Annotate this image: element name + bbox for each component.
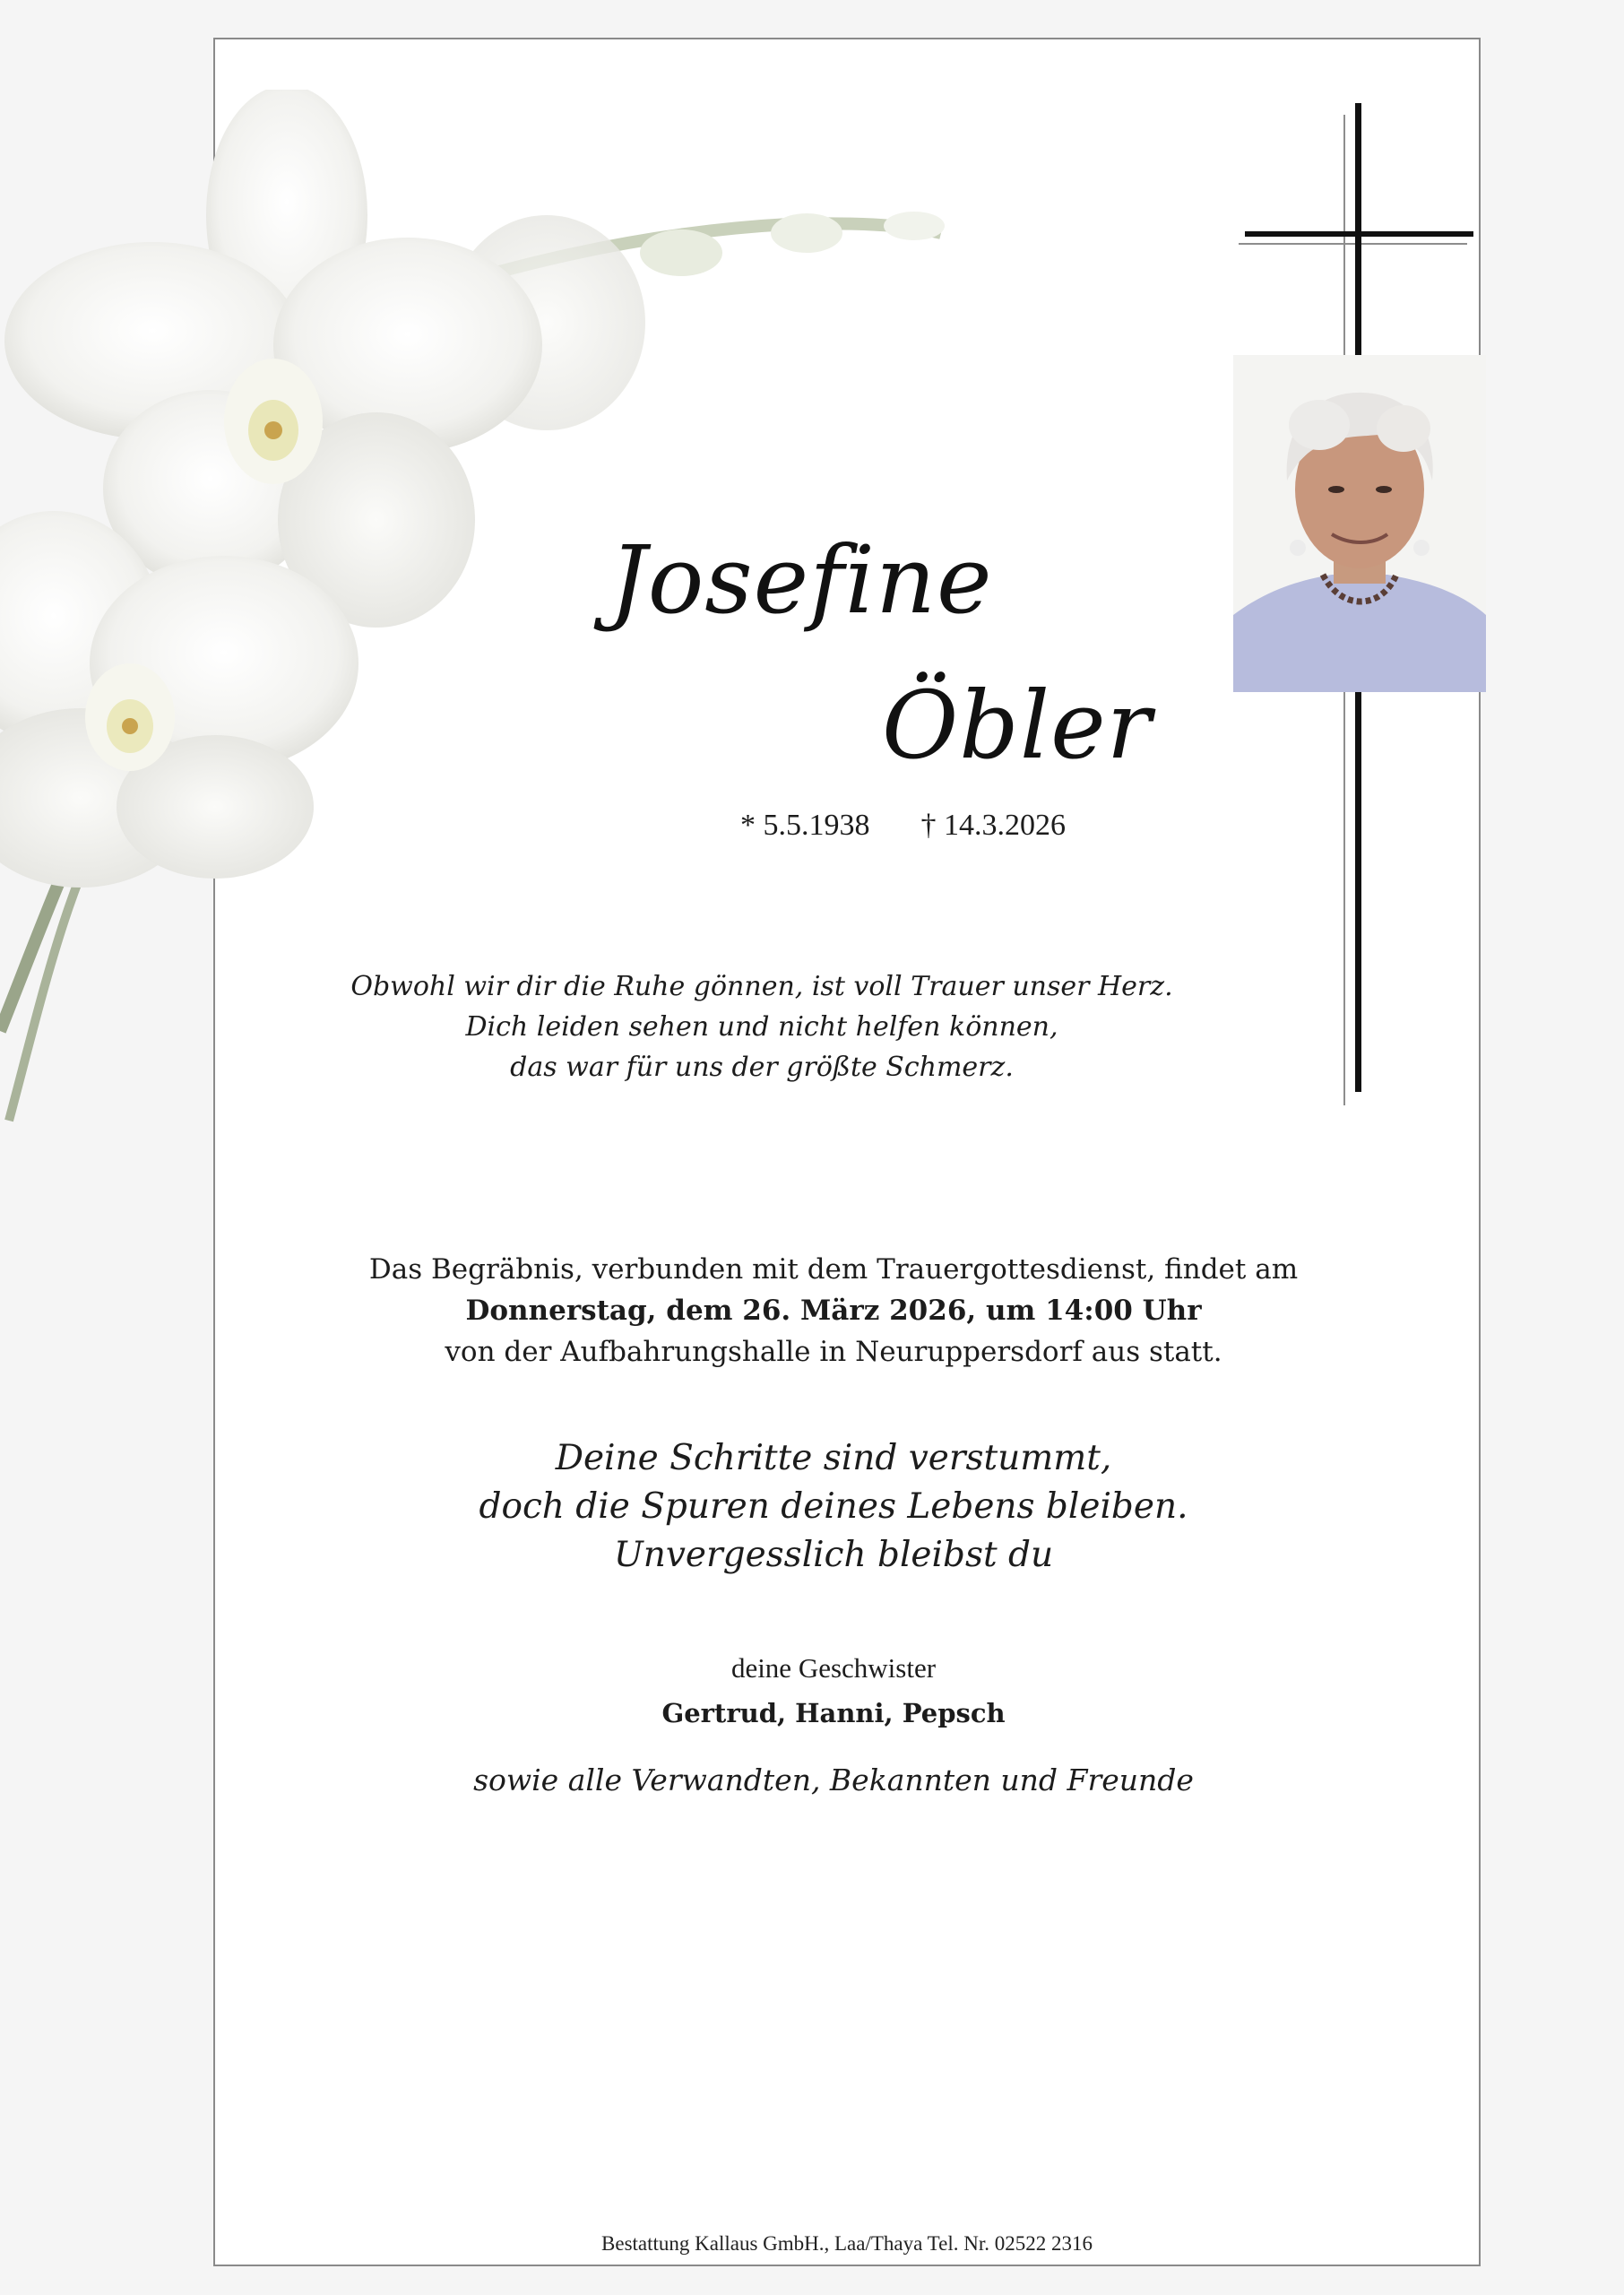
farewell-line: Unvergesslich bleibst du	[613, 1535, 1054, 1575]
funeral-home-footer: Bestattung Kallaus GmbH., Laa/Thaya Tel. Nr. 02522 2316	[601, 2232, 1093, 2255]
funeral-line: Das Begräbnis, verbunden mit dem Trauergottesdienst, findet am	[368, 1253, 1299, 1286]
cross-shadow-horizontal	[1239, 243, 1467, 245]
poem-line: das war für uns der größte Schmerz.	[510, 1052, 1014, 1083]
funeral-line: von der Aufbahrungshalle in Neuruppersdorf aus statt.	[445, 1336, 1222, 1368]
deceased-last-name: Öbler	[882, 671, 1153, 780]
farewell-poem	[296, 1434, 1371, 1580]
poem-block	[269, 966, 1255, 1087]
relatives-line: sowie alle Verwandten, Bekannten und Freunde	[473, 1762, 1194, 1797]
death-date: † 14.3.2026	[920, 809, 1066, 842]
signers-names: Gertrud, Hanni, Pepsch	[661, 1698, 1006, 1728]
portrait-photo	[1233, 355, 1486, 692]
signers-intro: deine Geschwister	[730, 1652, 937, 1684]
farewell-line: Deine Schritte sind verstummt,	[555, 1438, 1112, 1478]
funeral-info	[296, 1249, 1371, 1373]
poem-line: Dich leiden sehen und nicht helfen können,	[465, 1011, 1058, 1043]
deceased-first-name: Josefine	[609, 525, 993, 635]
birth-date: * 5.5.1938	[740, 809, 870, 842]
poem-line: Obwohl wir dir die Ruhe gönnen, ist voll Trauer unser Herz.	[350, 971, 1173, 1002]
funeral-date-time: Donnerstag, dem 26. März 2026, um 14:00 Uhr	[465, 1295, 1202, 1327]
farewell-line: doch die Spuren deines Lebens bleiben.	[479, 1486, 1188, 1527]
portrait-icon	[1233, 355, 1486, 692]
signers-block	[296, 1646, 1371, 1736]
cross-horizontal-bar	[1245, 231, 1473, 237]
life-dates	[740, 809, 1066, 843]
